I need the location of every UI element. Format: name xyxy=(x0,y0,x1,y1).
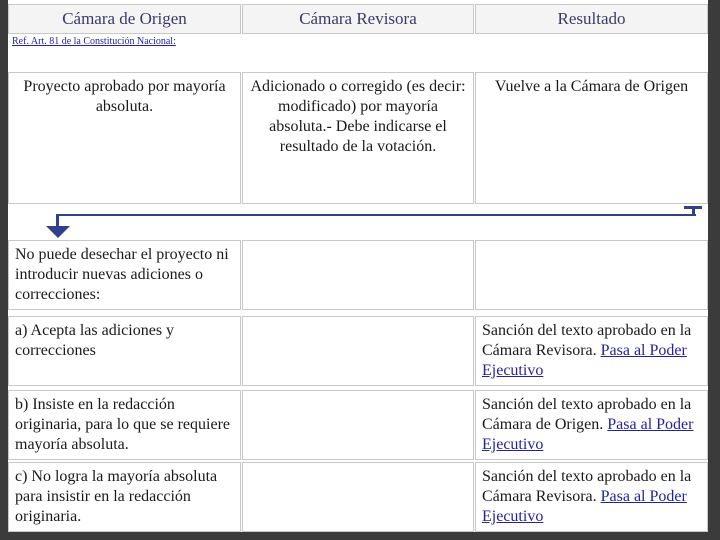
right-frame-edge xyxy=(708,0,720,540)
table-row-2-col2 xyxy=(242,240,474,310)
table-row-4-col3 xyxy=(475,390,708,460)
arrow-down-icon xyxy=(46,226,70,238)
cell-text xyxy=(476,463,707,531)
document-sheet xyxy=(8,0,708,540)
table-row-4-col1 xyxy=(8,390,241,460)
table-row-1-col1 xyxy=(8,72,241,204)
table-row-3-col2 xyxy=(242,316,474,386)
result-text: Sanción del texto aprobado en la Cámara Revisora. xyxy=(482,322,692,359)
cell-text xyxy=(476,317,707,385)
table-row-4-col2 xyxy=(242,390,474,460)
return-arrow-cap xyxy=(684,206,702,209)
table-row-1-col3 xyxy=(475,72,708,204)
constitution-reference-link[interactable]: Ref. Art. 81 de la Constitución Nacional: xyxy=(12,36,176,47)
cell-text: Adicionado o corregido (es decir: modificado) por mayoría absoluta.- Debe indicarse el resultado de la votación. xyxy=(250,78,466,155)
table-row-5-col2 xyxy=(242,462,474,532)
bottom-frame-edge xyxy=(0,532,720,540)
pasa-al-poder-ejecutivo-link[interactable]: Pasa al Poder Ejecutivo xyxy=(482,416,694,453)
cell-text: b) Insiste en la redacción originaria, para lo que se requiere mayoría absoluta. xyxy=(15,396,231,453)
header-camara-revisora: Cámara Revisora xyxy=(242,4,474,34)
header-resultado: Resultado xyxy=(475,4,708,34)
table-row-1-col2 xyxy=(242,72,474,204)
result-text: Sanción del texto aprobado en la Cámara Revisora. xyxy=(482,468,692,505)
cell-text: No puede desechar el proyecto ni introducir nuevas adiciones o correcciones: xyxy=(15,246,229,303)
pasa-al-poder-ejecutivo-link[interactable]: Pasa al Poder Ejecutivo xyxy=(482,488,687,525)
cell-text: a) Acepta las adiciones y correcciones xyxy=(15,322,175,359)
table-row-3-col3 xyxy=(475,316,708,386)
result-text: Sanción del texto aprobado en la Cámara de Origen. xyxy=(482,396,692,433)
table-row-5-col1 xyxy=(8,462,241,532)
return-arrow-line xyxy=(58,214,696,216)
header-camara-origen: Cámara de Origen xyxy=(8,4,241,34)
table-row-2-col1 xyxy=(8,240,241,310)
table-row-2-col3 xyxy=(475,240,708,310)
cell-text: c) No logra la mayoría absoluta para insistir en la redacción originaria. xyxy=(15,468,218,525)
cell-text: Proyecto aprobado por mayoría absoluta. xyxy=(23,78,226,115)
table-header xyxy=(8,4,708,34)
pasa-al-poder-ejecutivo-link[interactable]: Pasa al Poder Ejecutivo xyxy=(482,342,687,379)
cell-text xyxy=(476,391,707,459)
table-row-5-col3 xyxy=(475,462,708,532)
cell-text: Vuelve a la Cámara de Origen xyxy=(494,78,689,95)
table-row-3-col1 xyxy=(8,316,241,386)
